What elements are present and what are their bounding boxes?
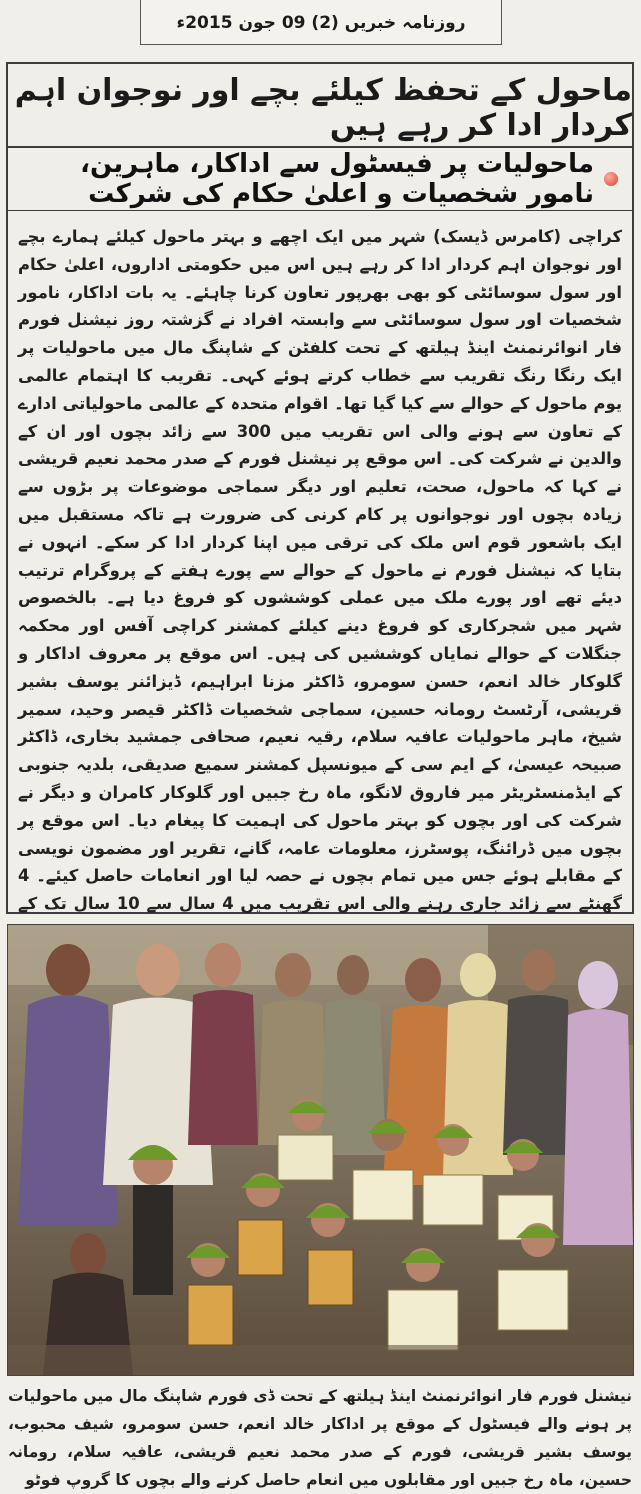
red-bullet-icon xyxy=(604,172,618,186)
subheadline: ماحولیات پر فیسٹول سے اداکار، ماہرین، نامور شخصیات و اعلیٰ حکام کی شرکت xyxy=(80,149,594,209)
photo-caption: نیشنل فورم فار انوائرنمنٹ اینڈ ہیلتھ کے تحت ڈی فورم شاپنگ مال میں ماحولیات پر ہونے والے فیسٹول کے موقع پر اداکار خالد انعم، حسن سومرو، شیف محبوب، یوسف بشیر قریشی، فورم کے صدر محمد نعیم قریشی، عافیہ سلام، رومانہ حسین، ماہ رخ جبیں اور مقابلوں میں انعام حاصل کرنے والے بچوں کا گروپ فوٹو xyxy=(8,1387,632,1489)
article-box xyxy=(6,62,634,914)
headline: ماحول کے تحفظ کیلئے بچے اور نوجوان اہم کردار ادا کر رہے ہیں xyxy=(8,70,632,148)
clipping-source-header xyxy=(140,0,502,45)
group-photo xyxy=(7,924,634,1376)
subheadline-row xyxy=(8,148,632,211)
clipping-source-text: روزنامہ خبریں (2) 09 جون 2015ء xyxy=(176,12,466,33)
group-photo-illustration xyxy=(8,925,633,1375)
article-body: کراچی (کامرس ڈیسک) شہر میں ایک اچھے و بہتر ماحول کیلئے ہمارے بچے اور نوجوان اہم کردار ادا کر رہے ہیں اس میں حکومتی اداروں، اعلیٰ حکام اور سول سوسائٹی کو بھی بھرپور تعاون کرنا چاہئے۔ یہ بات اداکار، نامور شخصیات اور سول سوسائٹی سے وابستہ افراد نے گزشتہ روز نیشنل فورم فار انوائرنمنٹ اینڈ ہیلتھ کے تحت کلفٹن کے شاپنگ مال میں ماحولیات پر ایک رنگا رنگ تقریب سے خطاب کرتے ہوئے کہی۔ تقریب کا اہتمام عالمی یوم ماحول کے حوالے سے کیا گیا تھا۔ اقوام متحدہ کے عالمی ماحولیاتی ادارے کے تعاون سے ہونے والی اس تقریب میں 300 سے زائد بچوں اور ان کے والدین نے شرکت کی۔ اس موقع پر نیشنل فورم کے صدر محمد نعیم قریشی نے کہا کہ ماحول، صحت، تعلیم اور دیگر سماجی موضوعات پر بڑوں سے زیادہ بچوں اور نوجوانوں پر کام کرنی کی ضرورت ہے تاکہ مستقبل میں ایک باشعور قوم اس ملک کی ترقی میں اپنا کردار ادا کر سکے۔ انہوں نے بتایا کہ نیشنل فورم نے ماحول کے حوالے سے پورے ہفتے کے پروگرام ترتیب دیئے تھے اور پورے ملک میں عملی کوششوں کو فروغ دیا ہے۔ بالخصوص شہر میں شجرکاری کو فروغ دینے کیلئے کمشنر کراچی آفس اور محکمہ جنگلات کے حوالے نمایاں کوششیں کی ہیں۔ اس موقع پر معروف اداکار و گلوکار خالد انعم، حسن سومرو، ڈاکٹر مزنا ابراہیم، ڈیزائنر یوسف بشیر قریشی، آرٹسٹ رومانہ حسین، سماجی شخصیات ڈاکٹر قیصر وحید، سمیر شیخ، ماہر ماحولیات عافیہ سلام، رقیہ نعیم، صحافی جمشید بخاری، ڈاکٹر صبیحہ عیسیٰ، کے ایم سی کے میونسپل کمشنر سمیع صدیقی، بلدیہ جنوبی کے ایڈمنسٹریٹر میر فاروق لانگو، ماہ رخ جبیں اور گلوکار کامران و دیگر نے شرکت کی اور بچوں کو بہتر ماحول کی اہمیت کا پیغام دیا۔ اس موقع پر بچوں میں ڈرائنگ، پوسٹرز، معلومات عامہ، گانے، تقریر اور مضمون نویسی کے مقابلے ہوئے جس میں تمام بچوں نے حصہ لیا اور انعامات حاصل کیئے۔ 4 گھنٹے سے زائد جاری رہنے والی اس تقریب میں 4 سال سے 10 سال تک کے xyxy=(18,227,623,914)
